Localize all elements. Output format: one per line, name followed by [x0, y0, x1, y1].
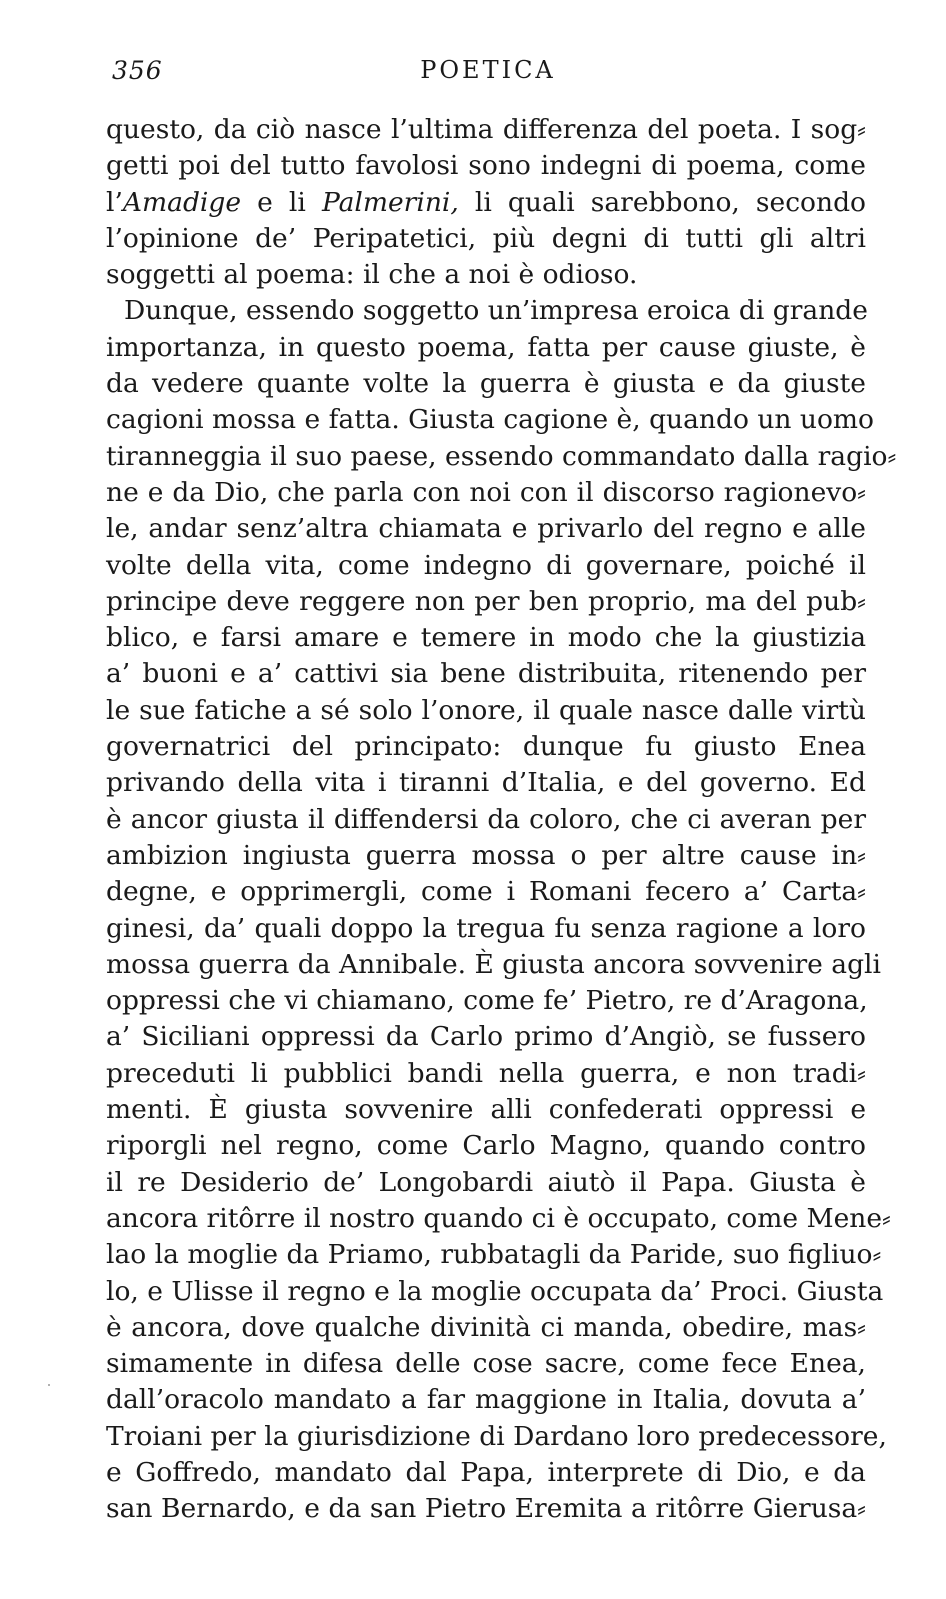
text-line	[106, 1092, 866, 1128]
line-break-hyphen: ⸗	[857, 839, 866, 871]
text-line	[106, 548, 866, 584]
line-text: simamente in difesa delle cose sacre, come fece Enea,	[106, 1348, 866, 1380]
text-line	[106, 693, 866, 729]
line-text: e li	[241, 186, 322, 218]
italic-title: Palmerini,	[321, 186, 459, 218]
text-line	[106, 1165, 866, 1201]
text-line	[106, 729, 866, 765]
line-text: ne e da Dio, che parla con noi con il discorso ragionevo	[106, 476, 858, 508]
line-text: ginesi, da’ quali doppo la tregua fu senza ragione a loro	[106, 912, 866, 944]
margin-speck	[48, 1384, 50, 1386]
text-line	[106, 1056, 866, 1092]
line-text: importanza, in questo poema, fatta per cause giuste, è	[106, 331, 866, 363]
text-line	[106, 656, 866, 692]
line-text: è ancora, dove qualche divinità ci manda, obedire, mas	[106, 1311, 858, 1343]
text-line	[106, 1310, 866, 1346]
line-break-hyphen: ⸗	[857, 876, 866, 908]
line-text: soggetti al poema: il che a noi è odioso.	[106, 259, 638, 291]
text-line	[106, 1419, 887, 1455]
line-text: ancora ritôrre il nostro quando ci è occupato, come Mene	[106, 1202, 883, 1234]
text-line	[106, 221, 866, 257]
line-break-hyphen: ⸗	[857, 1311, 866, 1343]
line-text: cagioni mossa e fatta. Giusta cagione è, quando un uomo	[106, 404, 874, 436]
line-text: privando della vita i tiranni d’Italia, e del governo. Ed	[106, 767, 866, 799]
text-line	[106, 1201, 891, 1237]
line-text: degne, e opprimergli, come i Romani fecero a’ Carta	[106, 876, 858, 908]
text-line	[106, 911, 866, 947]
line-text: e Goffredo, mandato dal Papa, interprete di Dio, e da	[106, 1456, 866, 1488]
line-text: Dunque, essendo soggetto un’impresa eroica di grande	[124, 295, 868, 327]
line-text: a’ Siciliani oppressi da Carlo primo d’Angiò, se fussero	[106, 1021, 866, 1053]
text-line	[106, 838, 866, 874]
line-text: oppressi che vi chiamano, come fe’ Pietro, re d’Aragona,	[106, 985, 868, 1017]
line-text: li quali sarebbono, secondo	[458, 186, 866, 218]
text-line	[106, 148, 866, 184]
text-line	[106, 330, 866, 366]
text-line	[106, 439, 897, 475]
text-line	[106, 983, 866, 1019]
text-line	[106, 584, 866, 620]
page-number: 356	[112, 56, 163, 85]
text-line	[106, 620, 866, 656]
line-text: Troiani per la giurisdizione di Dardano loro predecessore,	[106, 1420, 887, 1452]
line-break-hyphen: ⸗	[857, 1493, 866, 1525]
text-line	[106, 765, 866, 801]
line-break-hyphen: ⸗	[857, 1057, 866, 1089]
text-line	[106, 1237, 882, 1273]
text-line	[106, 802, 866, 838]
line-text: riporgli nel regno, come Carlo Magno, quando contro	[106, 1130, 866, 1162]
line-text: lao la moglie da Priamo, rubbatagli da Paride, suo figliuo	[106, 1239, 873, 1271]
text-line	[106, 402, 874, 438]
text-line	[106, 366, 866, 402]
line-text: preceduti li pubblici bandi nella guerra, e non tradi	[106, 1057, 858, 1089]
text-line	[106, 1382, 866, 1418]
text-line	[106, 293, 866, 329]
text-line	[106, 947, 881, 983]
text-line	[106, 1455, 866, 1491]
line-break-hyphen: ⸗	[857, 114, 866, 145]
line-text: menti. È giusta sovvenire alli confederati oppressi e	[106, 1094, 866, 1126]
line-text: questo, da ciò nasce l’ultima differenza del poeta. I sog	[106, 114, 858, 145]
italic-title: Amadige	[122, 186, 242, 218]
line-text: blico, e farsi amare e temere in modo che la giustizia	[106, 622, 866, 654]
line-text: governatrici del principato: dunque fu giusto Enea	[106, 731, 866, 763]
text-line	[106, 475, 866, 511]
line-text: san Bernardo, e da san Pietro Eremita a ritôrre Gierusa	[106, 1493, 858, 1525]
line-break-hyphen: ⸗	[882, 1202, 891, 1234]
page-header	[112, 56, 864, 96]
line-break-hyphen: ⸗	[887, 440, 897, 472]
line-text: lo, e Ulisse il regno e la moglie occupata da’ Proci. Giusta	[106, 1275, 884, 1307]
line-break-hyphen: ⸗	[872, 1239, 882, 1271]
line-break-hyphen: ⸗	[857, 476, 866, 508]
line-text: le sue fatiche a sé solo l’onore, il quale nasce dalle virtù	[106, 694, 866, 726]
line-text: il re Desiderio de’ Longobardi aiutò il Papa. Giusta è	[106, 1166, 866, 1198]
text-line	[106, 185, 866, 221]
text-line	[106, 1491, 866, 1527]
text-line	[106, 112, 866, 148]
text-line	[106, 1346, 866, 1382]
running-title: POETICA	[420, 56, 556, 84]
text-line	[106, 874, 866, 910]
line-break-hyphen: ⸗	[857, 585, 866, 617]
line-text: dall’oracolo mandato a far maggione in Italia, dovuta a’	[106, 1384, 866, 1416]
line-text: a’ buoni e a’ cattivi sia bene distribuita, ritenendo per	[106, 658, 866, 690]
line-text: le, andar senz’altra chiamata e privarlo del regno e alle	[106, 513, 866, 545]
line-text: ambizion ingiusta guerra mossa o per altre cause in	[106, 839, 858, 871]
line-text: volte della vita, come indegno di governare, poiché il	[106, 549, 866, 581]
line-text: l’opinione de’ Peripatetici, più degni di tutti gli altri	[106, 222, 866, 254]
body-text	[106, 112, 897, 1528]
line-text: getti poi del tutto favolosi sono indegni di poema, come	[106, 150, 866, 182]
text-line	[106, 1019, 866, 1055]
line-text: mossa guerra da Annibale. È giusta ancora sovvenire agli	[106, 948, 881, 980]
line-text: l’	[106, 186, 123, 218]
line-text: principe deve reggere non per ben proprio, ma del pub	[106, 585, 858, 617]
line-text: da vedere quante volte la guerra è giusta e da giuste	[106, 368, 866, 400]
line-text: tiranneggia il suo paese, essendo commandato dalla ragio	[106, 440, 888, 472]
text-line	[106, 1274, 884, 1310]
text-line	[106, 257, 866, 293]
line-text: è ancor giusta il diffendersi da coloro, che ci averan per	[106, 803, 866, 835]
text-line	[106, 1128, 866, 1164]
text-line	[106, 511, 866, 547]
